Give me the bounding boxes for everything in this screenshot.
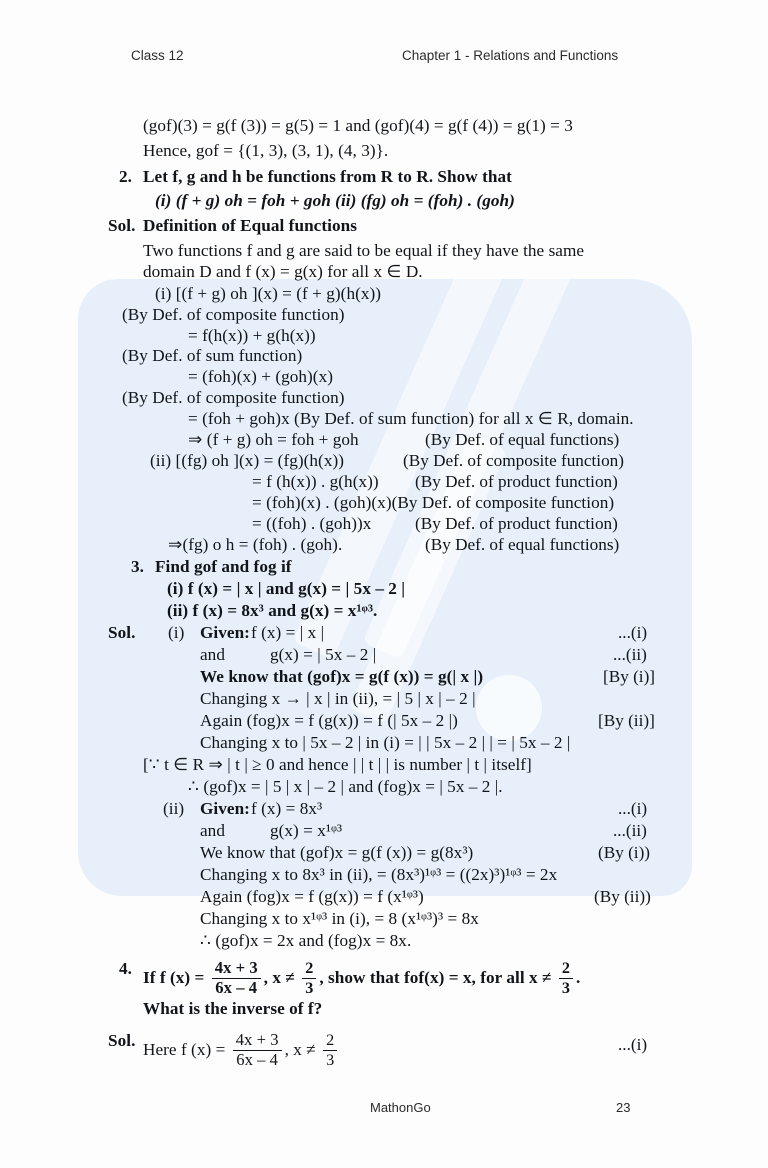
question-3-number: 3. <box>131 557 144 576</box>
question-2-sol-heading: Definition of Equal functions <box>143 216 357 235</box>
question-3-part-ii: (ii) f (x) = 8x³ and g(x) = x¹ᵠ³. <box>167 601 378 620</box>
sol3i-line-1: We know that (gof)x = g(f (x)) = g(| x |) <box>200 667 484 686</box>
sol3ii-and-label: and <box>200 821 225 840</box>
question-4-mid-1: , x ≠ <box>263 968 300 988</box>
sol3i-line-4: Changing x to | 5x – 2 | in (i) = | | 5x – 2 | | = | 5x – 2 | <box>200 733 571 752</box>
sol3i-tag-by-i: [By (i)] <box>603 667 656 686</box>
question-4-tail: . <box>576 968 581 988</box>
derivation-step-11: = (foh)(x) . (goh)(x)(By Def. of composite function) <box>252 493 615 512</box>
sol3i-marker: (i) <box>168 623 185 642</box>
header-chapter-label: Chapter 1 - Relations and Functions <box>402 48 619 63</box>
question-4-fraction-1: $\frac{4x + 3}{6x - 4}$ <box>212 959 261 997</box>
equal-function-definition-line-1: Two functions f and g are said to be equal if they have the same <box>143 241 585 260</box>
sol3i-tag-ii: ...(ii) <box>613 645 647 664</box>
sol3ii-line-5: ∴ (gof)x = 2x and (fog)x = 8x. <box>200 931 412 950</box>
derivation-tag-3: (By Def. of product function) <box>415 472 618 491</box>
sol3i-given-value: f (x) = | x | <box>251 623 325 642</box>
sol3i-and-label: and <box>200 645 225 664</box>
question-3-stem: Find gof and fog if <box>155 557 292 576</box>
sol3ii-and-value: g(x) = x¹ᵠ³ <box>270 821 343 840</box>
question-3-part-i: (i) f (x) = | x | and g(x) = | 5x – 2 | <box>167 579 406 598</box>
equal-function-definition-line-2: domain D and f (x) = g(x) for all x ∈ D. <box>143 262 423 281</box>
question-4-fraction-3: $\frac{2}{3}$ <box>559 959 573 996</box>
sol3i-tag-i: ...(i) <box>618 623 648 642</box>
sol3ii-line-4: Changing x to x¹ᵠ³ in (i), = 8 (x¹ᵠ³)³ = 8x <box>200 909 479 928</box>
derivation-step-3: = f(h(x)) + g(h(x)) <box>188 326 316 345</box>
sol3i-line-5: [∵ t ∈ R ⇒ | t | ≥ 0 and hence | | t | | is number | t | itself] <box>143 755 532 774</box>
derivation-step-12: = ((foh) . (goh))x <box>252 514 372 533</box>
derivation-step-5: = (foh)(x) + (goh)(x) <box>188 367 333 386</box>
question-4-second-line: What is the inverse of f? <box>143 999 323 1018</box>
derivation-step-8: ⇒ (f + g) oh = foh + goh <box>188 430 359 449</box>
sol3i-tag-by-ii: [By (ii)] <box>598 711 655 730</box>
question-4-mid-2: , show that fof(x) = x, for all x ≠ <box>319 968 556 988</box>
derivation-tag-2: (By Def. of composite function) <box>403 451 624 470</box>
carryover-line-2: Hence, gof = {(1, 3), (3, 1), (4, 3)}. <box>143 141 389 160</box>
question-4-sol-expression <box>143 1032 340 1070</box>
question-4-sol-lead: Here f (x) = <box>143 1040 230 1060</box>
sol3ii-given-value: f (x) = 8x³ <box>251 799 323 818</box>
question-4-sol-label: Sol. <box>108 1031 136 1050</box>
question-4-stem <box>143 960 580 998</box>
sol3ii-tag-by-i: (By (i)) <box>598 843 651 862</box>
question-2-parts: (i) (f + g) oh = foh + goh (ii) (fg) oh = (foh) . (goh) <box>155 191 515 210</box>
derivation-step-2: (By Def. of composite function) <box>122 305 345 324</box>
carryover-line-1: (gof)(3) = g(f (3)) = g(5) = 1 and (gof)(4) = g(f (4)) = g(1) = 3 <box>143 116 573 135</box>
question-2-sol-label: Sol. <box>108 216 136 235</box>
sol3i-line-2: Changing x → | x | in (ii), = | 5 | x | – 2 | <box>200 689 476 708</box>
page-footer <box>0 1100 768 1120</box>
derivation-step-1: (i) [(f + g) oh ](x) = (f + g)(h(x)) <box>155 284 382 303</box>
sol3i-and-value: g(x) = | 5x – 2 | <box>270 645 377 664</box>
question-4-fraction-2: $\frac{2}{3}$ <box>302 959 316 996</box>
header-class-label: Class 12 <box>131 48 184 63</box>
question-4-lead: If f (x) = <box>143 968 209 988</box>
footer-brand: MathonGo <box>370 1100 431 1115</box>
derivation-step-10: = f (h(x)) . g(h(x)) <box>252 472 379 491</box>
sol3ii-tag-ii: ...(ii) <box>613 821 647 840</box>
sol3ii-marker: (ii) <box>163 799 185 818</box>
question-2-number: 2. <box>119 167 132 186</box>
question-4-sol-fraction-1: $\frac{4x + 3}{6x - 4}$ <box>233 1031 282 1069</box>
question-2-stem: Let f, g and h be functions from R to R. Show that <box>143 167 512 186</box>
derivation-step-4: (By Def. of sum function) <box>122 346 303 365</box>
sol3ii-line-1: We know that (gof)x = g(f (x)) = g(8x³) <box>200 843 474 862</box>
question-3-sol-label: Sol. <box>108 623 136 642</box>
sol3ii-line-3: Again (fog)x = f (g(x)) = f (x¹ᵠ³) <box>200 887 424 906</box>
question-4-sol-mid: , x ≠ <box>284 1040 321 1060</box>
sol3i-line-6: ∴ (gof)x = | 5 | x | – 2 | and (fog)x = | 5x – 2 |. <box>188 777 503 796</box>
sol3ii-tag-i: ...(i) <box>618 799 648 818</box>
footer-page-number: 23 <box>616 1100 631 1115</box>
derivation-tag-5: (By Def. of equal functions) <box>425 535 620 554</box>
derivation-step-13: ⇒(fg) o h = (foh) . (goh). <box>168 535 343 554</box>
sol3i-line-3: Again (fog)x = f (g(x)) = f (| 5x – 2 |) <box>200 711 458 730</box>
derivation-step-7: = (foh + goh)x (By Def. of sum function) for all x ∈ R, domain. <box>188 409 634 428</box>
derivation-tag-4: (By Def. of product function) <box>415 514 618 533</box>
question-4-number: 4. <box>119 959 132 978</box>
question-4-sol-fraction-2: $\frac{2}{3}$ <box>323 1031 337 1068</box>
derivation-step-6: (By Def. of composite function) <box>122 388 345 407</box>
derivation-step-9: (ii) [(fg) oh ](x) = (fg)(h(x)) <box>150 451 345 470</box>
sol3ii-line-2: Changing x to 8x³ in (ii), = (8x³)¹ᵠ³ = ((2x)³)¹ᵠ³ = 2x <box>200 865 558 884</box>
sol3ii-given-label: Given: <box>200 799 250 818</box>
question-4-sol-tag: ...(i) <box>618 1035 648 1054</box>
sol3i-given-label: Given: <box>200 623 250 642</box>
derivation-tag-1: (By Def. of equal functions) <box>425 430 620 449</box>
sol3ii-tag-by-ii: (By (ii)) <box>594 887 651 906</box>
